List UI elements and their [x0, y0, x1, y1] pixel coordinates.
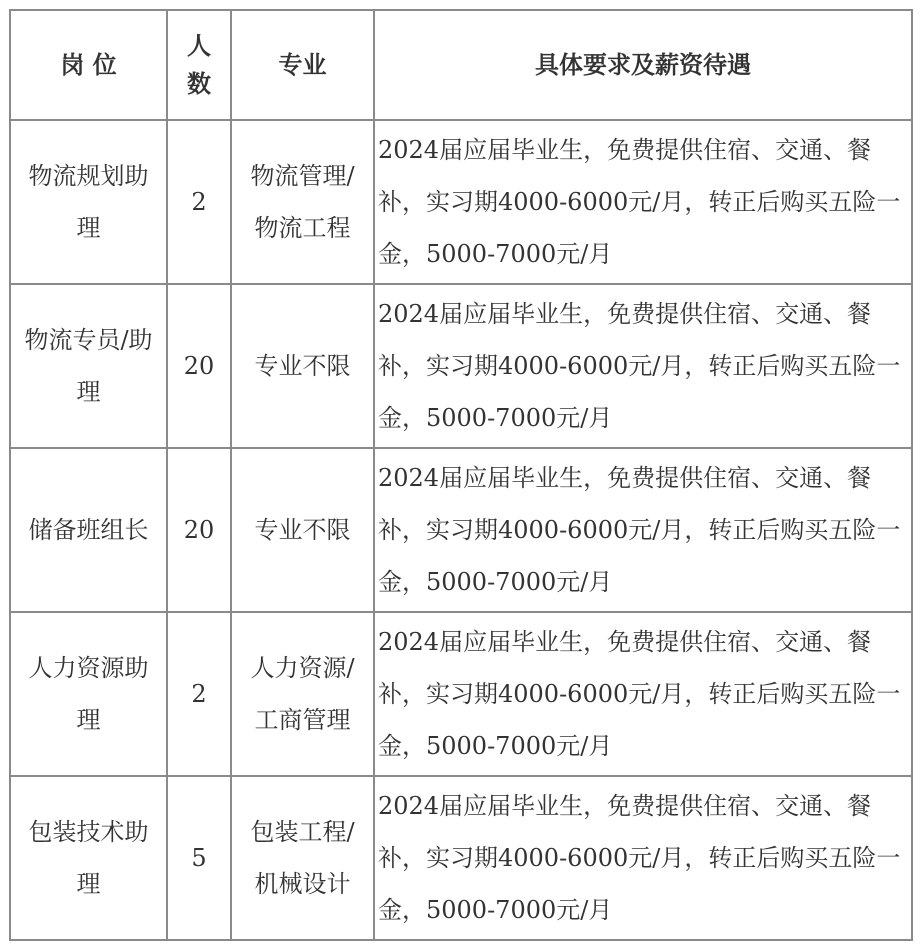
cell-requirements: [374, 448, 912, 612]
position-text: 物流专员/助理: [24, 326, 153, 406]
major-text: 专业不限: [254, 352, 351, 380]
cell-position: [10, 776, 167, 940]
cell-major: [231, 612, 374, 776]
header-position-label: 岗 位: [60, 50, 117, 79]
count-text: 2: [191, 188, 207, 216]
cell-position: [10, 120, 167, 284]
position-text: 储备班组长: [28, 516, 149, 544]
header-major: [231, 10, 374, 120]
header-count: [167, 10, 231, 120]
cell-count: [167, 284, 231, 448]
table-row: [10, 448, 912, 612]
major-text: 专业不限: [254, 516, 351, 544]
cell-count: [167, 120, 231, 284]
major-text: 包装工程/机械设计: [250, 818, 355, 898]
count-text: 5: [191, 844, 207, 872]
cell-requirements: [374, 284, 912, 448]
requirements-text: 2024届应届毕业生，免费提供住宿、交通、餐补，实习期4000-6000元/月，转正后购买五险一金，5000-7000元/月: [378, 628, 901, 760]
cell-major: [231, 120, 374, 284]
requirements-text: 2024届应届毕业生，免费提供住宿、交通、餐补，实习期4000-6000元/月，转正后购买五险一金，5000-7000元/月: [378, 136, 901, 268]
cell-requirements: [374, 612, 912, 776]
requirements-text: 2024届应届毕业生，免费提供住宿、交通、餐补，实习期4000-6000元/月，转正后购买五险一金，5000-7000元/月: [378, 300, 901, 432]
cell-requirements: [374, 776, 912, 940]
cell-requirements: [374, 120, 912, 284]
header-requirements-label: 具体要求及薪资待遇: [535, 50, 751, 79]
position-text: 人力资源助理: [28, 654, 149, 734]
header-requirements: [374, 10, 912, 120]
count-text: 20: [183, 516, 215, 544]
count-text: 20: [183, 352, 215, 380]
header-major-label: 专业: [278, 50, 327, 79]
cell-position: [10, 612, 167, 776]
cell-position: [10, 284, 167, 448]
cell-position: [10, 448, 167, 612]
table-row: [10, 284, 912, 448]
count-text: 2: [191, 680, 207, 708]
table-header-row: [10, 10, 912, 120]
position-text: 物流规划助理: [28, 162, 149, 242]
major-text: 人力资源/工商管理: [250, 654, 355, 734]
cell-major: [231, 776, 374, 940]
header-position: [10, 10, 167, 120]
table-row: [10, 776, 912, 940]
requirements-text: 2024届应届毕业生，免费提供住宿、交通、餐补，实习期4000-6000元/月，转正后购买五险一金，5000-7000元/月: [378, 792, 901, 924]
cell-major: [231, 284, 374, 448]
table-row: [10, 612, 912, 776]
header-count-label: 人数: [187, 31, 211, 98]
table-row: [10, 120, 912, 284]
position-text: 包装技术助理: [28, 818, 149, 898]
cell-count: [167, 448, 231, 612]
cell-count: [167, 612, 231, 776]
cell-major: [231, 448, 374, 612]
requirements-text: 2024届应届毕业生，免费提供住宿、交通、餐补，实习期4000-6000元/月，转正后购买五险一金，5000-7000元/月: [378, 464, 901, 596]
job-table: [9, 9, 913, 941]
cell-count: [167, 776, 231, 940]
major-text: 物流管理/物流工程: [250, 162, 355, 242]
